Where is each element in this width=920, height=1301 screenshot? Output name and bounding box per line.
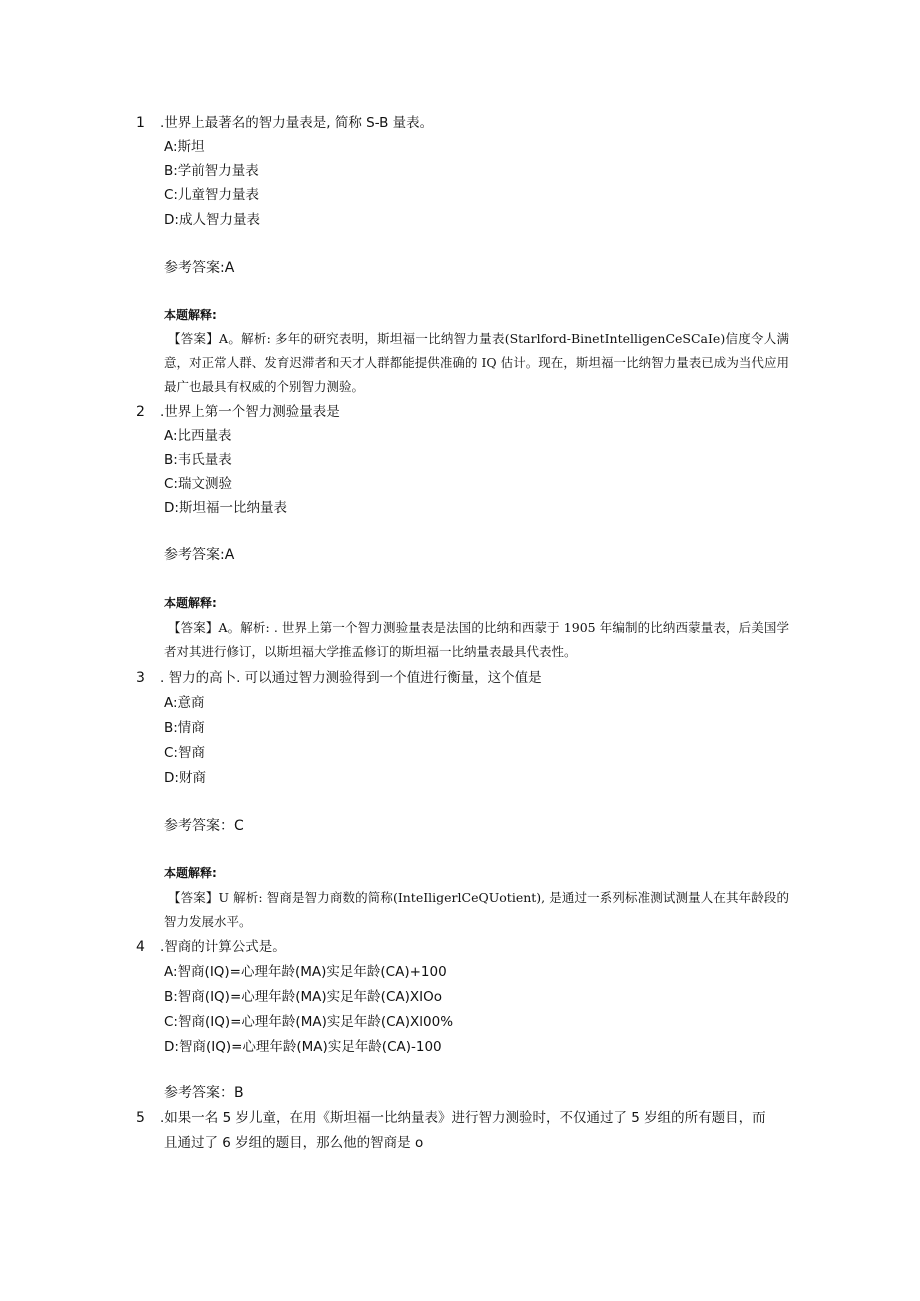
option-b: B:智商(IQ)=心理年龄(MA)实足年龄(CA)XIOo [164, 989, 442, 1005]
explanation-text: 【答案】U 解析: 智商是智力商数的简称(InteIligerlCeQUotient), 是通过一系列标准测试测量人在其年龄段的智力发展水平。 [164, 890, 789, 929]
question-4 [136, 937, 286, 957]
question-1 [136, 113, 433, 133]
question-text-line-2: 且通过了 6 岁组的题目，那么他的智商是 o [164, 1135, 424, 1151]
option-b: B:韦氏量表 [164, 452, 232, 468]
option-a: A:意商 [164, 695, 205, 711]
option-c: C:智商 [164, 745, 205, 761]
option-c: C:儿童智力量表 [164, 187, 259, 203]
option-c: C:智商(IQ)=心理年龄(MA)实足年龄(CA)Xl00% [164, 1014, 454, 1030]
option-b: B:情商 [164, 720, 205, 736]
question-text-line-1: .如果一名 5 岁儿童，在用《斯坦福一比纳量表》进行智力测验时，不仅通过了 5 岁组的所有题目，而 [160, 1110, 766, 1126]
explanation-text: 【答案】A。解析: . 世界上第一个智力测验量表是法国的比纳和西蒙于 1905 年编制的比纳西蒙量表，后美国学者对其进行修订，以斯坦福大学推孟修订的斯坦福一比纳量表最具代表性。 [164, 620, 789, 659]
reference-answer: 参考答案：C [164, 818, 244, 834]
reference-answer: 参考答案：B [164, 1085, 244, 1101]
option-b: B:学前智力量表 [164, 163, 259, 179]
explanation-title: 本题解释: [164, 866, 217, 880]
option-d: D:智商(IQ)=心理年龄(MA)实足年龄(CA)-100 [164, 1039, 442, 1055]
question-number: 2 [136, 404, 145, 420]
option-a: A:比西量表 [164, 428, 232, 444]
question-3 [136, 668, 542, 688]
question-text: .世界上第一个智力测验量表是 [160, 404, 340, 420]
option-d: D:财商 [164, 770, 206, 786]
reference-answer: 参考答案:A [164, 547, 235, 563]
question-text: .世界上最著名的智力量表是, 简称 S-B 量表。 [160, 115, 434, 131]
question-number: 5 [136, 1110, 145, 1126]
question-text: . 智力的高卜. 可以通过智力测验得到一个值进行衡量，这个值是 [160, 670, 542, 686]
question-number: 3 [136, 670, 145, 686]
option-a: A:智商(IQ)=心理年龄(MA)实足年龄(CA)+100 [164, 964, 447, 980]
question-number: 1 [136, 115, 145, 131]
option-d: D:斯坦福一比纳量表 [164, 500, 287, 516]
question-text: .智商的计算公式是。 [160, 939, 286, 955]
option-d: D:成人智力量表 [164, 212, 260, 228]
question-5 [136, 1108, 766, 1128]
option-c: C:瑞文测验 [164, 476, 232, 492]
option-a: A:斯坦 [164, 139, 205, 155]
question-number: 4 [136, 939, 145, 955]
explanation-title: 本题解释: [164, 596, 217, 610]
question-2 [136, 402, 340, 422]
explanation-text: 【答案】A。解析: 多年的研究表明，斯坦福一比纳智力量表(Starlford-BinetIntelligenCeSCaIe)信度令人满意，对正常人群、发育迟滞者和天才人群都能提供准确的 IQ 估计。现在，斯坦福一比纳智力量表已成为当代应用最广也最具有权威的个别智力测验。 [164, 331, 789, 394]
explanation-title: 本题解释: [164, 308, 217, 322]
reference-answer: 参考答案:A [164, 260, 235, 276]
